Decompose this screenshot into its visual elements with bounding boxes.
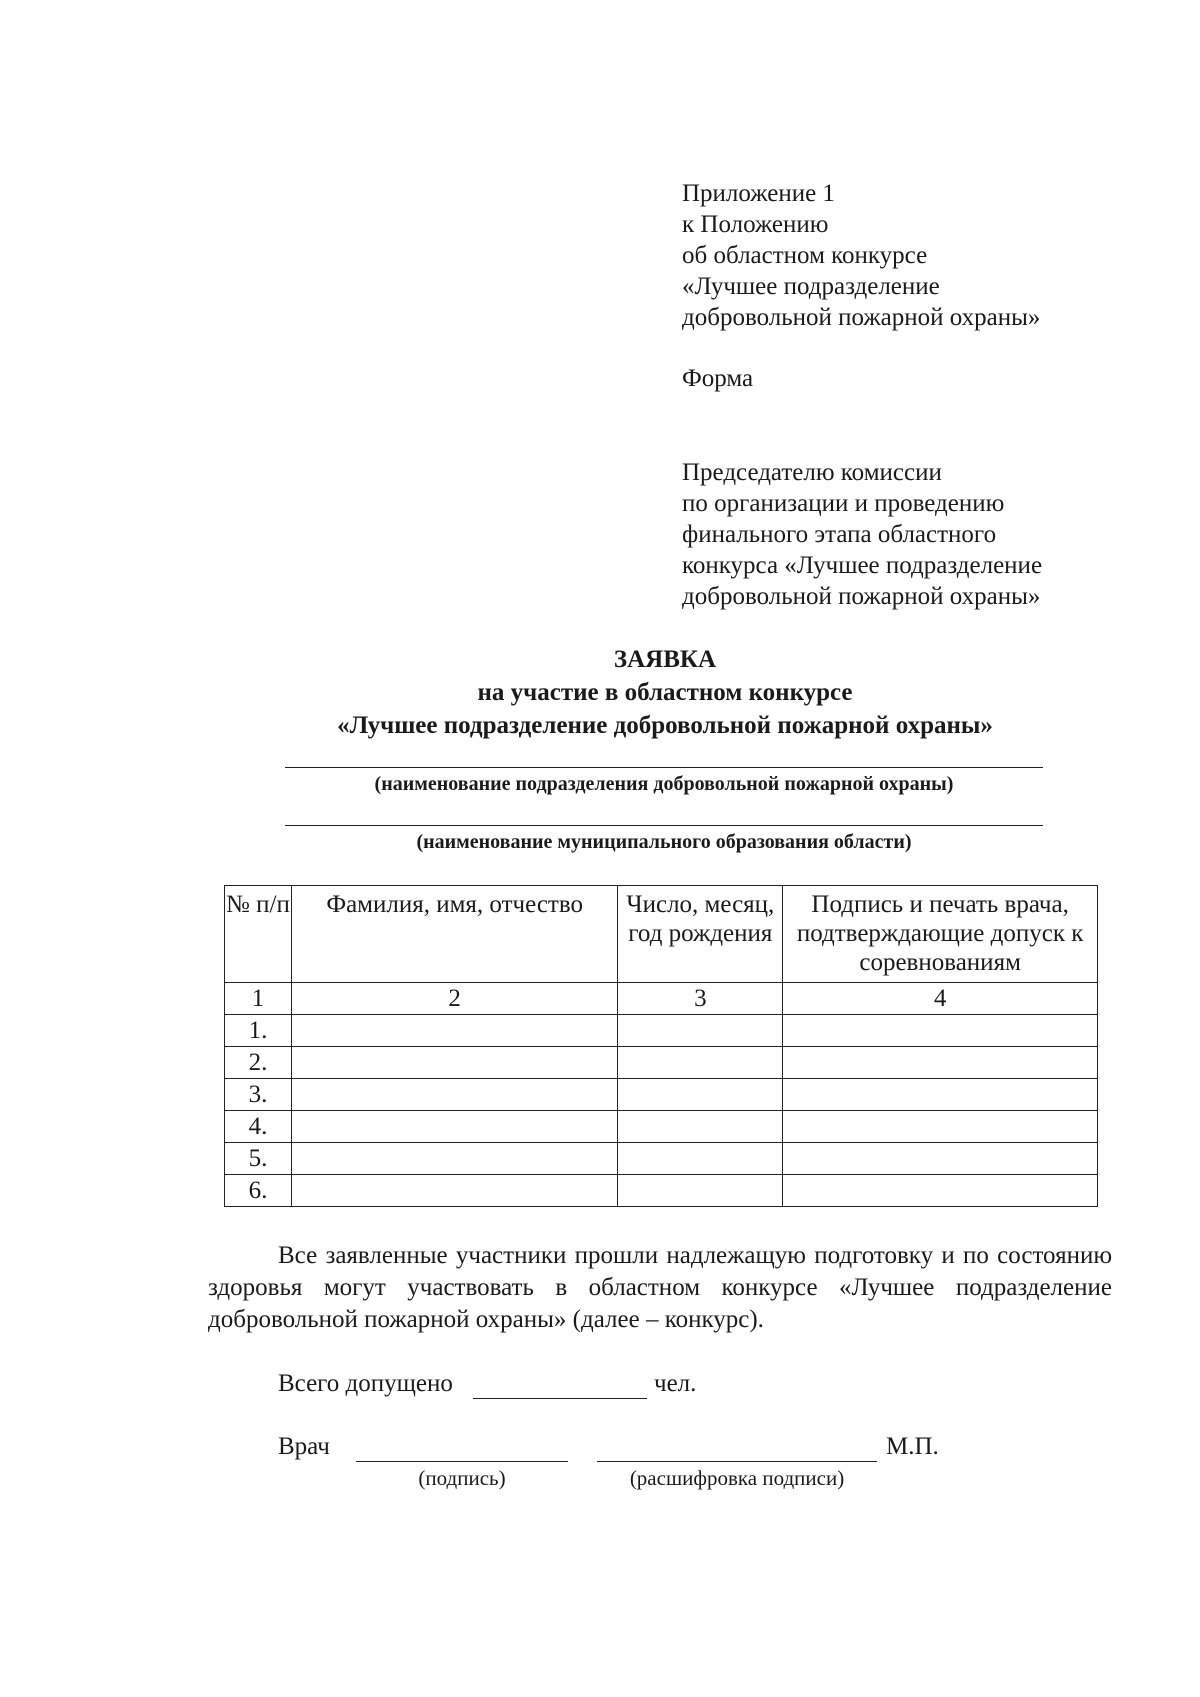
unit-name-caption: (наименование подразделения добровольной пожарной охраны) [374, 773, 954, 795]
participants-table [224, 885, 1098, 1207]
birth-date-cell[interactable] [618, 1143, 783, 1175]
document-subtitle-contest: «Лучшее подразделение добровольной пожарной охраны» [337, 712, 993, 739]
full-name-cell[interactable] [291, 1079, 618, 1111]
appendix-line: Приложение 1 [682, 180, 835, 207]
appendix-line: об областном конкурсе [682, 242, 928, 269]
row-number: 3. [225, 1079, 292, 1111]
column-number: 2 [291, 983, 618, 1015]
total-admitted-unit: чел. [654, 1370, 697, 1397]
table-row [225, 1175, 1098, 1207]
header-doctor-signature: Подпись и печать врача, подтверждающие допуск к соревнованиям [783, 886, 1098, 983]
full-name-cell[interactable] [291, 1047, 618, 1079]
row-number: 2. [225, 1047, 292, 1079]
doctor-signature-cell[interactable] [783, 1111, 1098, 1143]
form-label: Форма [682, 365, 754, 392]
doctor-signature-cell[interactable] [783, 1079, 1098, 1111]
birth-date-cell[interactable] [618, 1175, 783, 1207]
unit-name-field[interactable] [285, 767, 1043, 768]
statement-paragraph: Все заявленные участники прошли надлежащую подготовку и по состоянию здоровья могут участвовать в областном конкурсе «Лучшее подразделение добровольной пожарной охраны» (далее – конкурс). [208, 1242, 1112, 1333]
row-number: 5. [225, 1143, 292, 1175]
appendix-line: к Положению [682, 211, 829, 238]
addressee-line: по организации и проведению [682, 490, 1005, 517]
column-number: 3 [618, 983, 783, 1015]
total-admitted-label: Всего допущено [278, 1370, 453, 1397]
addressee-block [682, 457, 1042, 612]
doctor-signature-cell[interactable] [783, 1175, 1098, 1207]
appendix-line: добровольной пожарной охраны» [682, 304, 1041, 331]
doctor-signature-field[interactable] [356, 1461, 568, 1462]
column-number: 4 [783, 983, 1098, 1015]
signature-decryption-caption: (расшифровка подписи) [629, 1466, 845, 1490]
appendix-block [682, 178, 1040, 333]
table-row [225, 1047, 1098, 1079]
municipality-name-field[interactable] [285, 825, 1043, 826]
appendix-line: «Лучшее подразделение [682, 273, 940, 300]
doctor-name-field[interactable] [597, 1461, 877, 1462]
total-admitted-field[interactable] [473, 1398, 647, 1399]
addressee-line: добровольной пожарной охраны» [682, 583, 1041, 610]
addressee-line: конкурса «Лучшее подразделение [682, 552, 1043, 579]
birth-date-cell[interactable] [618, 1111, 783, 1143]
birth-date-cell[interactable] [618, 1079, 783, 1111]
row-number: 4. [225, 1111, 292, 1143]
doctor-signature-cell[interactable] [783, 1015, 1098, 1047]
full-name-cell[interactable] [291, 1143, 618, 1175]
column-number: 1 [225, 983, 292, 1015]
document-subtitle: на участие в областном конкурсе [477, 679, 853, 706]
row-number: 6. [225, 1175, 292, 1207]
full-name-cell[interactable] [291, 1111, 618, 1143]
table-row [225, 1143, 1098, 1175]
doctor-label: Врач [278, 1433, 330, 1460]
header-birth-date: Число, месяц, год рождения [618, 886, 783, 983]
table-header-row [225, 886, 1098, 983]
signature-caption: (подпись) [418, 1466, 506, 1490]
full-name-cell[interactable] [291, 1015, 618, 1047]
municipality-name-caption: (наименование муниципального образования области) [416, 831, 912, 853]
birth-date-cell[interactable] [618, 1047, 783, 1079]
doctor-signature-cell[interactable] [783, 1047, 1098, 1079]
birth-date-cell[interactable] [618, 1015, 783, 1047]
header-full-name: Фамилия, имя, отчество [291, 886, 618, 983]
addressee-line: финального этапа областного [682, 521, 997, 548]
addressee-line: Председателю комиссии [682, 459, 942, 486]
header-number: № п/п [225, 886, 292, 983]
table-row [225, 1079, 1098, 1111]
doctor-signature-cell[interactable] [783, 1143, 1098, 1175]
document-title: ЗАЯВКА [613, 646, 717, 673]
stamp-label: М.П. [886, 1433, 939, 1460]
table-row [225, 1015, 1098, 1047]
column-number-row [225, 983, 1098, 1015]
table-row [225, 1111, 1098, 1143]
full-name-cell[interactable] [291, 1175, 618, 1207]
row-number: 1. [225, 1015, 292, 1047]
